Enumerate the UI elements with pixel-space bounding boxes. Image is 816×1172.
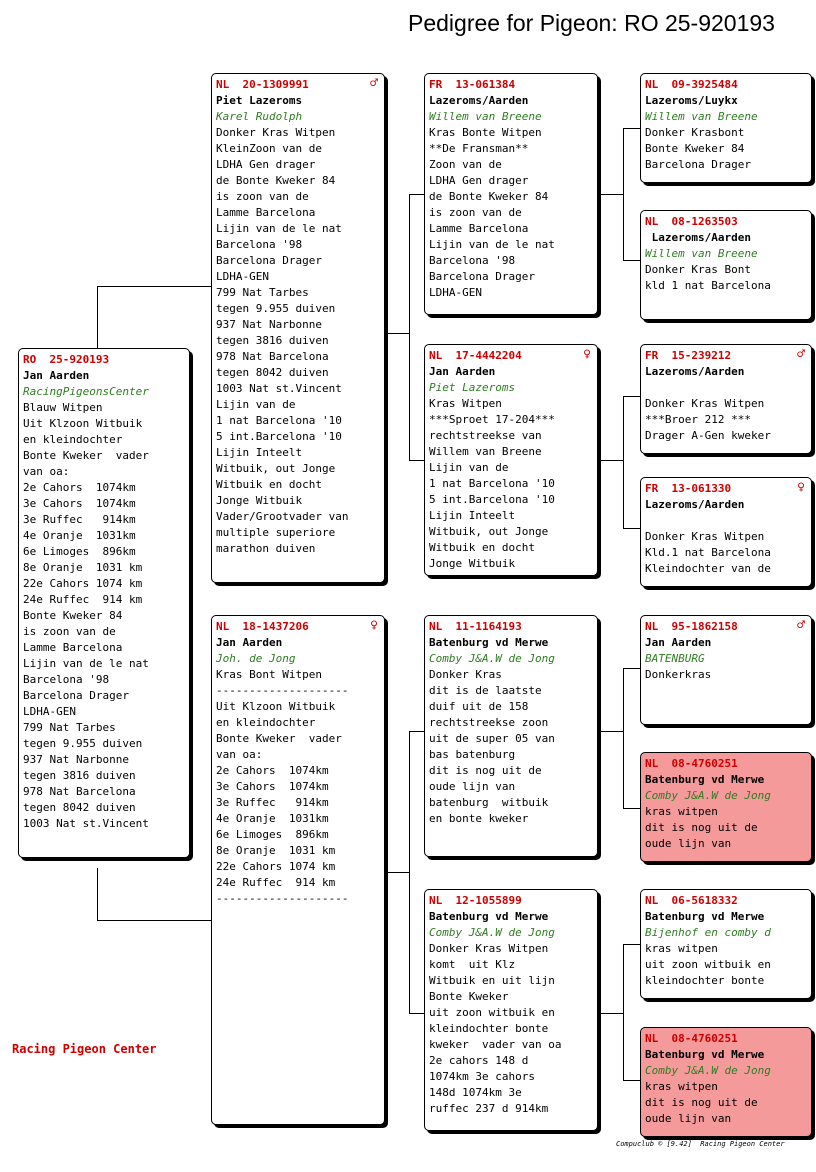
description-line: Donker Kras Bont bbox=[645, 263, 751, 276]
description-line: dit is nog uit de bbox=[645, 1096, 758, 1109]
breeder-name: Comby J&A.W de Jong bbox=[645, 1064, 771, 1077]
description-line: multiple superiore bbox=[216, 526, 336, 539]
ring-number bbox=[429, 893, 593, 909]
description-line: kweker vader van oa bbox=[429, 1038, 562, 1051]
breeder-name: BATENBURG bbox=[645, 652, 705, 665]
ring-number-text: NL 95-1862158 bbox=[645, 620, 738, 633]
description-line: Uit Klzoon Witbuik bbox=[23, 417, 143, 430]
connector-line bbox=[409, 1013, 424, 1014]
owner-name: Batenburg vd Merwe bbox=[645, 1048, 765, 1061]
owner-name: Batenburg vd Merwe bbox=[429, 910, 549, 923]
description-line: Lijin van de le nat bbox=[216, 222, 342, 235]
ring-number bbox=[645, 756, 807, 772]
ring-number-text: NL 18-1437206 bbox=[216, 620, 309, 633]
ring-number bbox=[645, 481, 807, 497]
connector-line bbox=[97, 286, 98, 348]
ring-number-text: NL 20-1309991 bbox=[216, 78, 309, 91]
description-line: Lijin van de bbox=[216, 398, 296, 411]
ring-number bbox=[429, 619, 593, 635]
description-line: LDHA-GEN bbox=[216, 270, 269, 283]
connector-line bbox=[97, 286, 211, 287]
description-line: kras witpen bbox=[645, 942, 718, 955]
description-line: bas batenburg bbox=[429, 748, 516, 761]
breeder-name: Bijenhof en comby d bbox=[645, 926, 771, 939]
ring-number bbox=[645, 1031, 807, 1047]
description-line: 799 Nat Tarbes bbox=[216, 286, 309, 299]
description-line: Jonge Witbuik bbox=[216, 494, 303, 507]
description-line: ***Sproet 17-204*** bbox=[429, 413, 555, 426]
description-line: is zoon van de bbox=[429, 206, 522, 219]
description-line: is zoon van de bbox=[23, 625, 116, 638]
pigeon-card-subject[interactable] bbox=[18, 348, 190, 858]
description-line: marathon duiven bbox=[216, 542, 316, 555]
ring-number-text: NL 08-1263503 bbox=[645, 215, 738, 228]
ring-number bbox=[645, 619, 807, 635]
owner-name: Lazeroms/Aarden bbox=[429, 94, 529, 107]
male-icon: ♂ bbox=[797, 347, 805, 362]
ring-number-text: FR 13-061330 bbox=[645, 482, 732, 495]
description-line: Bonte Kweker bbox=[429, 990, 509, 1003]
connector-line bbox=[623, 260, 640, 261]
owner-name: Lazeroms/Aarden bbox=[645, 365, 745, 378]
connector-line bbox=[601, 194, 623, 195]
female-icon: ♀ bbox=[797, 480, 805, 495]
ring-number-text: NL 08-4760251 bbox=[645, 757, 738, 770]
description-line: 3e Cahors 1074km bbox=[216, 780, 329, 793]
description-line: 3e Ruffec 914km bbox=[23, 513, 136, 526]
breeder-name: Comby J&A.W de Jong bbox=[429, 652, 555, 665]
description-line: Lamme Barcelona bbox=[216, 206, 316, 219]
description-line: Lijin van de bbox=[429, 461, 509, 474]
female-icon: ♀ bbox=[370, 618, 378, 633]
description-line: kleindochter bonte bbox=[645, 974, 765, 987]
description-line: rechtstreekse van bbox=[429, 429, 542, 442]
description-line: Witbuik en uit lijn bbox=[429, 974, 555, 987]
description-line: Kras Bonte Witpen bbox=[429, 126, 542, 139]
connector-line bbox=[409, 731, 424, 732]
description-line: 5 int.Barcelona '10 bbox=[216, 430, 342, 443]
description-line: 8e Oranje 1031 km bbox=[216, 844, 336, 857]
description-line: 3e Cahors 1074km bbox=[23, 497, 136, 510]
description-line: duif uit de 158 bbox=[429, 700, 529, 713]
description-line: -------------------- bbox=[216, 684, 349, 697]
connector-line bbox=[623, 128, 624, 260]
connector-line bbox=[623, 668, 640, 669]
description-line: 2e Cahors 1074km bbox=[216, 764, 329, 777]
connector-line bbox=[601, 1013, 623, 1014]
description-line: Donker Kras Witpen bbox=[645, 530, 765, 543]
description-line: Barcelona Drager bbox=[429, 270, 535, 283]
connector-line bbox=[385, 872, 409, 873]
description-line: LDHA Gen drager bbox=[429, 174, 529, 187]
description-line: oude lijn van bbox=[645, 837, 732, 850]
connector-line bbox=[409, 194, 410, 460]
description-line: 937 Nat Narbonne bbox=[216, 318, 322, 331]
description-line: Blauw Witpen bbox=[23, 401, 103, 414]
ring-number-text: NL 08-4760251 bbox=[645, 1032, 738, 1045]
description-line: 1 nat Barcelona '10 bbox=[216, 414, 342, 427]
description-line: Kras Bont Witpen bbox=[216, 668, 322, 681]
female-icon: ♀ bbox=[583, 347, 591, 362]
breeder-name bbox=[645, 513, 807, 529]
description-line: Lijin van de le nat bbox=[429, 238, 555, 251]
connector-line bbox=[623, 528, 640, 529]
connector-line bbox=[623, 396, 640, 397]
pigeon-card-ggp-6[interactable] bbox=[640, 752, 812, 862]
description-line: van oa: bbox=[23, 465, 70, 478]
description-line: Witbuik en docht bbox=[429, 541, 535, 554]
owner-name: Batenburg vd Merwe bbox=[645, 773, 765, 786]
description-line: Donker Kras bbox=[429, 668, 502, 681]
description-line: oude lijn van bbox=[429, 780, 516, 793]
breeder-name: Karel Rudolph bbox=[216, 110, 303, 123]
ring-number bbox=[645, 348, 807, 364]
description-line: 148d 1074km 3e bbox=[429, 1086, 522, 1099]
ring-number-text: FR 13-061384 bbox=[429, 78, 516, 91]
connector-line bbox=[601, 731, 623, 732]
description-line: Donker Kras Witpen bbox=[429, 942, 549, 955]
description-line: KleinZoon van de bbox=[216, 142, 322, 155]
description-line: uit zoon witbuik en bbox=[429, 1006, 555, 1019]
ring-number bbox=[429, 77, 593, 93]
ring-number-text: FR 15-239212 bbox=[645, 349, 732, 362]
connector-line bbox=[97, 868, 98, 920]
ring-number-text: NL 11-1164193 bbox=[429, 620, 522, 633]
description-line: Jonge Witbuik bbox=[429, 557, 516, 570]
owner-name: Jan Aarden bbox=[429, 365, 496, 378]
description-line: Lamme Barcelona bbox=[429, 222, 529, 235]
description-line: tegen 8042 duiven bbox=[216, 366, 329, 379]
ring-number bbox=[23, 352, 185, 368]
description-line: dit is nog uit de bbox=[645, 821, 758, 834]
description-line: 4e Oranje 1031km bbox=[23, 529, 136, 542]
description-line: Barcelona '98 bbox=[216, 238, 303, 251]
owner-name: Jan Aarden bbox=[216, 636, 283, 649]
ring-number bbox=[645, 214, 807, 230]
description-line: Willem van Breene bbox=[429, 445, 542, 458]
breeder-name bbox=[645, 380, 807, 396]
connector-line bbox=[623, 944, 624, 1080]
description-line: 2e cahors 148 d bbox=[429, 1054, 529, 1067]
male-icon: ♂ bbox=[370, 76, 378, 91]
owner-name: Lazeroms/Luykx bbox=[645, 94, 738, 107]
pigeon-card-ggp-8[interactable] bbox=[640, 1027, 812, 1137]
description-line: Lijin Inteelt bbox=[429, 509, 516, 522]
ring-number-text: NL 12-1055899 bbox=[429, 894, 522, 907]
description-line: LDHA-GEN bbox=[429, 286, 482, 299]
description-line: tegen 3816 duiven bbox=[216, 334, 329, 347]
breeder-name: Piet Lazeroms bbox=[429, 381, 516, 394]
description-line: 1003 Nat st.Vincent bbox=[216, 382, 342, 395]
description-line: tegen 9.955 duiven bbox=[23, 737, 143, 750]
connector-line bbox=[623, 808, 640, 809]
ring-number-text: RO 25-920193 bbox=[23, 353, 110, 366]
pigeon-card-ggp-2[interactable] bbox=[640, 210, 812, 320]
page-title: Pedigree for Pigeon: RO 25-920193 bbox=[408, 10, 775, 36]
description-line: 937 Nat Narbonne bbox=[23, 753, 129, 766]
description-line: LDHA-GEN bbox=[23, 705, 76, 718]
ring-number bbox=[645, 893, 807, 909]
description-line: 4e Oranje 1031km bbox=[216, 812, 329, 825]
description-line: Bonte Kweker 84 bbox=[23, 609, 123, 622]
ring-number-text: NL 06-5618332 bbox=[645, 894, 738, 907]
description-line: Donkerkras bbox=[645, 668, 712, 681]
pigeon-card-ggp-5[interactable] bbox=[640, 615, 812, 725]
copyright-label: Compuclub © [9.42] Racing Pigeon Center bbox=[616, 1140, 785, 1148]
description-line: Barcelona Drager bbox=[216, 254, 322, 267]
description-line: de Bonte Kweker 84 bbox=[429, 190, 549, 203]
description-line: 978 Nat Barcelona bbox=[216, 350, 329, 363]
description-line: dit is nog uit de bbox=[429, 764, 542, 777]
ring-number-text: NL 09-3925484 bbox=[645, 78, 738, 91]
description-line: 5 int.Barcelona '10 bbox=[429, 493, 555, 506]
description-line: Lamme Barcelona bbox=[23, 641, 123, 654]
description-line: 6e Limoges 896km bbox=[216, 828, 329, 841]
description-line: Barcelona Drager bbox=[23, 689, 129, 702]
description-line: -------------------- bbox=[216, 892, 349, 905]
connector-line bbox=[409, 731, 410, 1013]
connector-line bbox=[409, 460, 424, 461]
description-line: Barcelona '98 bbox=[23, 673, 110, 686]
connector-line bbox=[623, 668, 624, 808]
connector-line bbox=[601, 460, 623, 461]
description-line: oude lijn van bbox=[645, 1112, 732, 1125]
description-line: Lijin van de le nat bbox=[23, 657, 149, 670]
description-line: tegen 8042 duiven bbox=[23, 801, 136, 814]
description-line: Donker Kras Witpen bbox=[645, 397, 765, 410]
description-line: Uit Klzoon Witbuik bbox=[216, 700, 336, 713]
pigeon-card-dam-sire[interactable] bbox=[424, 615, 598, 857]
ring-number bbox=[645, 77, 807, 93]
description-line: Witbuik, out Jonge bbox=[429, 525, 549, 538]
description-line: Donker Kras Witpen bbox=[216, 126, 336, 139]
description-line: 3e Ruffec 914km bbox=[216, 796, 329, 809]
description-line: Bonte Kweker vader bbox=[216, 732, 342, 745]
description-line: uit de super 05 van bbox=[429, 732, 555, 745]
connector-line bbox=[623, 396, 624, 528]
description-line: Bonte Kweker vader bbox=[23, 449, 149, 462]
description-line: kld 1 nat Barcelona bbox=[645, 279, 771, 292]
pigeon-card-sire[interactable] bbox=[211, 73, 385, 583]
description-line: Lijin Inteelt bbox=[216, 446, 303, 459]
description-line: en kleindochter bbox=[23, 433, 123, 446]
pigeon-card-sire-sire[interactable] bbox=[424, 73, 598, 315]
description-line: kleindochter bonte bbox=[429, 1022, 549, 1035]
connector-line bbox=[623, 128, 640, 129]
description-line: uit zoon witbuik en bbox=[645, 958, 771, 971]
description-line: en kleindochter bbox=[216, 716, 316, 729]
description-line: 6e Limoges 896km bbox=[23, 545, 136, 558]
description-line: ***Broer 212 *** bbox=[645, 413, 751, 426]
description-line: Drager A-Gen kweker bbox=[645, 429, 771, 442]
ring-number-text: NL 17-4442204 bbox=[429, 349, 522, 362]
description-line: **De Fransman** bbox=[429, 142, 529, 155]
male-icon: ♂ bbox=[797, 618, 805, 633]
pigeon-card-ggp-7[interactable] bbox=[640, 889, 812, 999]
connector-line bbox=[97, 920, 211, 921]
description-line: 1 nat Barcelona '10 bbox=[429, 477, 555, 490]
description-line: dit is de laatste bbox=[429, 684, 542, 697]
description-line: LDHA Gen drager bbox=[216, 158, 316, 171]
pigeon-card-dam-dam[interactable] bbox=[424, 889, 598, 1131]
description-line: 1003 Nat st.Vincent bbox=[23, 817, 149, 830]
pigeon-card-dam[interactable] bbox=[211, 615, 385, 1125]
description-line: kras witpen bbox=[645, 805, 718, 818]
description-line: Kld.1 nat Barcelona bbox=[645, 546, 771, 559]
breeder-name: Willem van Breene bbox=[645, 247, 758, 260]
description-line: 1074km 3e cahors bbox=[429, 1070, 535, 1083]
owner-name: Batenburg vd Merwe bbox=[429, 636, 549, 649]
description-line: Kras Witpen bbox=[429, 397, 502, 410]
breeder-name: Comby J&A.W de Jong bbox=[645, 789, 771, 802]
owner-name: Batenburg vd Merwe bbox=[645, 910, 765, 923]
description-line: en bonte kweker bbox=[429, 812, 529, 825]
connector-line bbox=[623, 1080, 640, 1081]
description-line: Kleindochter van de bbox=[645, 562, 771, 575]
ring-number bbox=[216, 77, 380, 93]
description-line: 2e Cahors 1074km bbox=[23, 481, 136, 494]
brand-label: Racing Pigeon Center bbox=[12, 1042, 157, 1056]
owner-name: Lazeroms/Aarden bbox=[645, 498, 745, 511]
description-line: Barcelona Drager bbox=[645, 158, 751, 171]
pigeon-card-sire-dam[interactable] bbox=[424, 344, 598, 576]
description-line: is zoon van de bbox=[216, 190, 309, 203]
description-line: 978 Nat Barcelona bbox=[23, 785, 136, 798]
description-line: 22e Cahors 1074 km bbox=[216, 860, 336, 873]
description-line: Vader/Grootvader van bbox=[216, 510, 349, 523]
description-line: kras witpen bbox=[645, 1080, 718, 1093]
connector-line bbox=[623, 944, 640, 945]
description-line: 24e Ruffec 914 km bbox=[216, 876, 336, 889]
pigeon-card-ggp-1[interactable] bbox=[640, 73, 812, 183]
description-line: de Bonte Kweker 84 bbox=[216, 174, 336, 187]
breeder-name: Willem van Breene bbox=[645, 110, 758, 123]
owner-name: Jan Aarden bbox=[23, 369, 90, 382]
description-line: Donker Krasbont bbox=[645, 126, 745, 139]
description-line: 24e Ruffec 914 km bbox=[23, 593, 143, 606]
description-line: Bonte Kweker 84 bbox=[645, 142, 745, 155]
description-line: Witbuik en docht bbox=[216, 478, 322, 491]
owner-name: Lazeroms/Aarden bbox=[645, 231, 751, 244]
breeder-name: RacingPigeonsCenter bbox=[23, 385, 149, 398]
description-line: rechtstreekse zoon bbox=[429, 716, 549, 729]
description-line: 799 Nat Tarbes bbox=[23, 721, 116, 734]
description-line: tegen 9.955 duiven bbox=[216, 302, 336, 315]
owner-name: Jan Aarden bbox=[645, 636, 712, 649]
description-line: komt uit Klz bbox=[429, 958, 516, 971]
ring-number bbox=[216, 619, 380, 635]
description-line: 22e Cahors 1074 km bbox=[23, 577, 143, 590]
description-line: tegen 3816 duiven bbox=[23, 769, 136, 782]
description-line: ruffec 237 d 914km bbox=[429, 1102, 549, 1115]
owner-name: Piet Lazeroms bbox=[216, 94, 303, 107]
description-line: batenburg witbuik bbox=[429, 796, 549, 809]
pigeon-card-ggp-3[interactable] bbox=[640, 344, 812, 454]
connector-line bbox=[385, 333, 409, 334]
description-line: 8e Oranje 1031 km bbox=[23, 561, 143, 574]
ring-number bbox=[429, 348, 593, 364]
description-line: Zoon van de bbox=[429, 158, 502, 171]
connector-line bbox=[409, 194, 424, 195]
breeder-name: Comby J&A.W de Jong bbox=[429, 926, 555, 939]
description-line: Barcelona '98 bbox=[429, 254, 516, 267]
breeder-name: Joh. de Jong bbox=[216, 652, 296, 665]
description-line: Witbuik, out Jonge bbox=[216, 462, 336, 475]
breeder-name: Willem van Breene bbox=[429, 110, 542, 123]
pigeon-card-ggp-4[interactable] bbox=[640, 477, 812, 587]
description-line: van oa: bbox=[216, 748, 263, 761]
